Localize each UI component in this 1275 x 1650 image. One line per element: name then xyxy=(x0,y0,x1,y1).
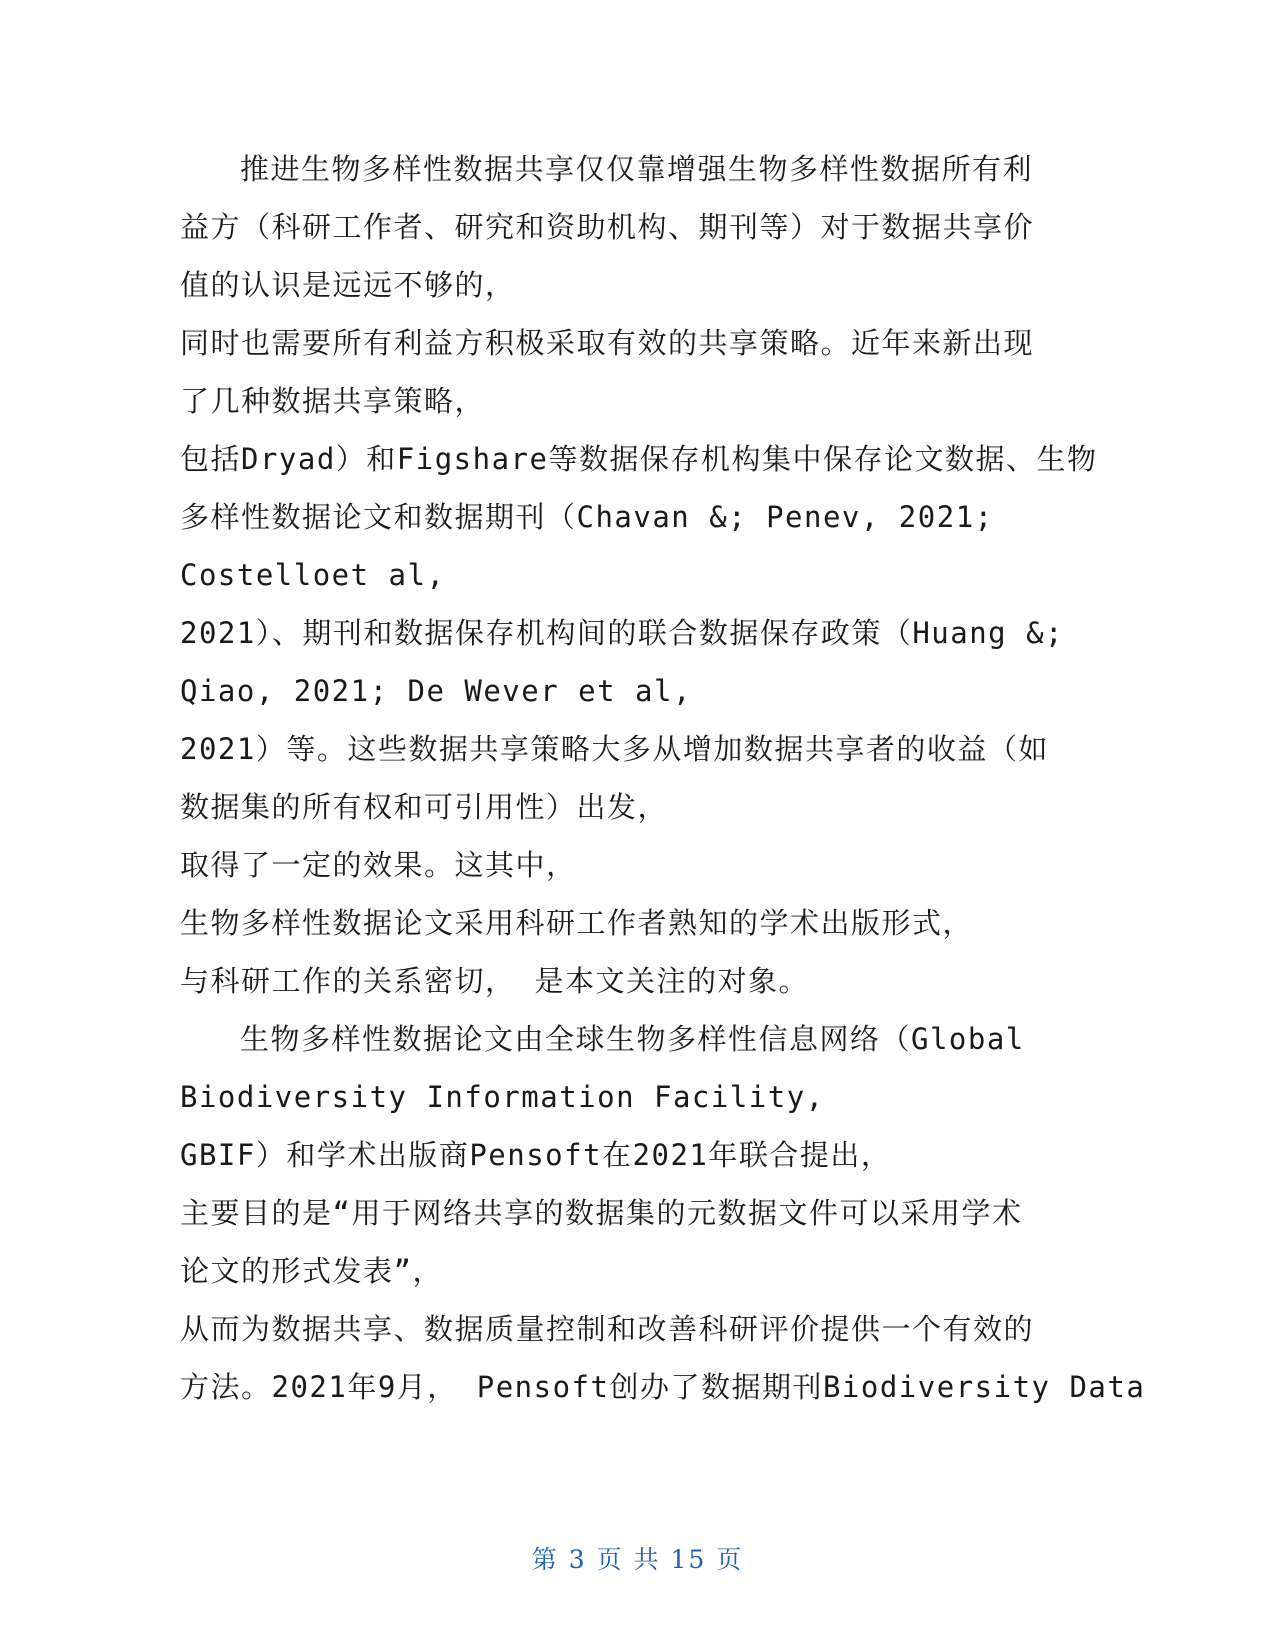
paragraph-line: 数据集的所有权和可引用性）出发， xyxy=(180,790,669,824)
paragraph-line: 2021）、期刊和数据保存机构间的联合数据保存政策（Huang &; xyxy=(180,616,1065,650)
paragraph-line: 方法。2021年9月， Pensoft创办了数据期刊Biodiversity Data xyxy=(180,1370,1146,1404)
paragraph-line: 值的认识是远远不够的， xyxy=(180,268,516,302)
page-number-footer: 第 3 页 共 15 页 xyxy=(531,1545,744,1574)
paragraph-line: 与科研工作的关系密切， 是本文关注的对象。 xyxy=(180,964,809,998)
paragraph-line: 主要目的是“用于网络共享的数据集的元数据文件可以采用学术 xyxy=(180,1196,1023,1230)
paragraph-line: 包括Dryad）和Figshare等数据保存机构集中保存论文数据、生物 xyxy=(180,442,1098,476)
body-text xyxy=(180,140,1146,1416)
paragraph-line: 推进生物多样性数据共享仅仅靠增强生物多样性数据所有利 xyxy=(240,152,1034,186)
paragraph-line: Qiao, 2021; De Wever et al, xyxy=(180,674,692,708)
paragraph-line: Costelloet al, xyxy=(180,558,446,592)
paragraph-line: 多样性数据论文和数据期刊（Chavan &; Penev, 2021; xyxy=(180,500,994,534)
paragraph-line: 益方（科研工作者、研究和资助机构、期刊等）对于数据共享价 xyxy=(180,210,1035,244)
paragraph-line: 2021）等。这些数据共享策略大多从增加数据共享者的收益（如 xyxy=(180,732,1049,766)
paragraph-line: 生物多样性数据论文采用科研工作者熟知的学术出版形式， xyxy=(180,906,974,940)
paragraph-line: 取得了一定的效果。这其中， xyxy=(180,848,577,882)
paragraph-line: Biodiversity Information Facility, xyxy=(180,1080,825,1114)
paragraph-line: 论文的形式发表”， xyxy=(180,1254,443,1288)
paragraph-line: 了几种数据共享策略， xyxy=(180,384,486,418)
paragraph-line: 从而为数据共享、数据质量控制和改善科研评价提供一个有效的 xyxy=(180,1312,1035,1346)
paragraph-line: 同时也需要所有利益方积极采取有效的共享策略。近年来新出现 xyxy=(180,326,1035,360)
paragraph-line: GBIF）和学术出版商Pensoft在2021年联合提出， xyxy=(180,1138,892,1172)
paragraph-line: 生物多样性数据论文由全球生物多样性信息网络（Global xyxy=(240,1022,1025,1056)
